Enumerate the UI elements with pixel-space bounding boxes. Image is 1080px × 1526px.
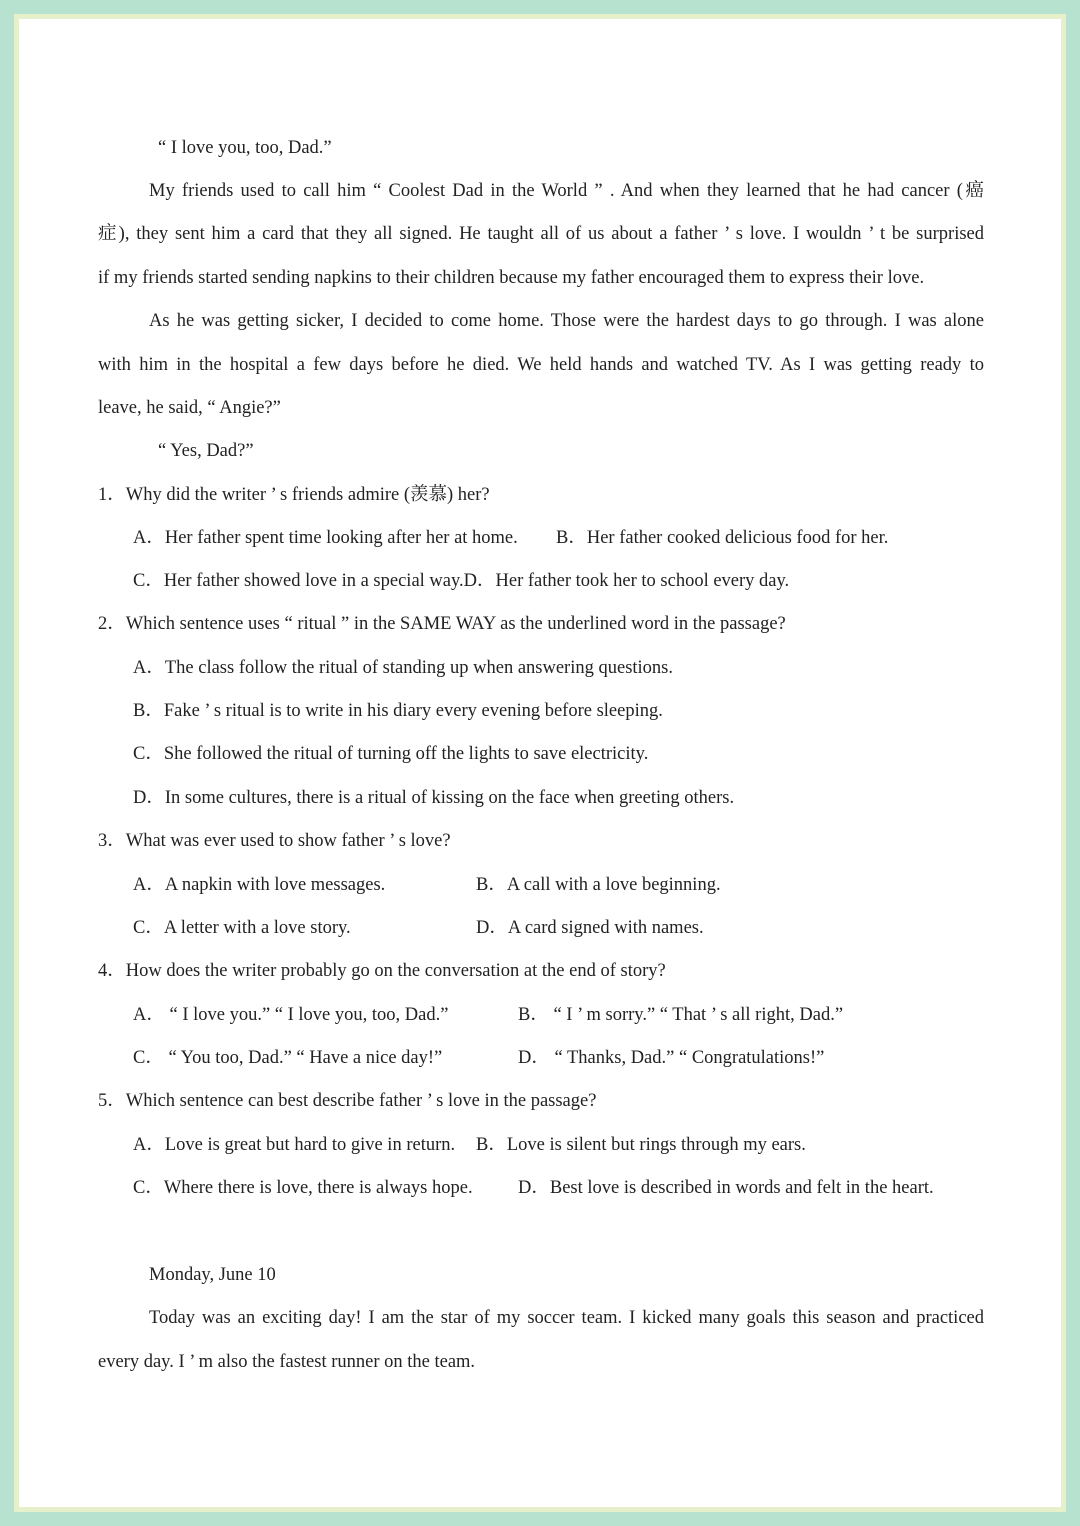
q1-option-a: A．Her father spent time looking after her at home. <box>133 528 518 548</box>
question-stem-1: 1．Why did the writer ’ s friends admire (羡慕) her? <box>98 485 490 505</box>
q4-option-b: B． “ I ’ m sorry.” “ That ’ s all right, Dad.” <box>518 1005 844 1025</box>
passage-line: with him in the hospital a few days before he died. We held hands and watched TV. As I was getting ready to <box>98 355 984 375</box>
passage-line: My friends used to call him “ Coolest Dad in the World ” . And when they learned that he had cancer (癌 <box>149 181 984 201</box>
q2-option-c: C．She followed the ritual of turning off the lights to save electricity. <box>133 744 649 764</box>
q5-option-a: A．Love is great but hard to give in return. <box>133 1135 456 1155</box>
q3-option-b: B．A call with a love beginning. <box>476 875 721 895</box>
q3-option-d: D．A card signed with names. <box>476 918 704 938</box>
question-stem-2: 2．Which sentence uses “ ritual ” in the SAME WAY as the underlined word in the passage? <box>98 614 786 634</box>
q4-option-d: D． “ Thanks, Dad.” “ Congratulations!” <box>518 1048 825 1068</box>
q4-option-a: A． “ I love you.” “ I love you, too, Dad.” <box>133 1005 449 1025</box>
question-stem-5: 5．Which sentence can best describe father ’ s love in the passage? <box>98 1091 597 1111</box>
question-stem-4: 4．How does the writer probably go on the conversation at the end of story? <box>98 961 666 981</box>
q2-option-a: A．The class follow the ritual of standing up when answering questions. <box>133 658 673 678</box>
passage-line: As he was getting sicker, I decided to come home. Those were the hardest days to go through. I was alone <box>149 311 984 331</box>
q3-option-a: A．A napkin with love messages. <box>133 875 386 895</box>
q4-option-c: C． “ You too, Dad.” “ Have a nice day!” <box>133 1048 443 1068</box>
diary-date: Monday, June 10 <box>149 1265 276 1285</box>
q1-option-b: B．Her father cooked delicious food for her. <box>556 528 889 548</box>
q1-option-c-d: C．Her father showed love in a special way.D．Her father took her to school every day. <box>133 571 790 591</box>
q2-option-b: B．Fake ’ s ritual is to write in his diary every evening before sleeping. <box>133 701 663 721</box>
question-stem-3: 3．What was ever used to show father ’ s love? <box>98 831 451 851</box>
passage-line: “ Yes, Dad?” <box>158 441 254 461</box>
q3-option-c: C．A letter with a love story. <box>133 918 351 938</box>
q5-option-b: B．Love is silent but rings through my ears. <box>476 1135 806 1155</box>
q5-option-c: C．Where there is love, there is always hope. <box>133 1178 473 1198</box>
q5-option-d: D．Best love is described in words and felt in the heart. <box>518 1178 934 1198</box>
passage-line: “ I love you, too, Dad.” <box>158 138 332 158</box>
passage-line: if my friends started sending napkins to their children because my father encouraged them to express their love. <box>98 268 925 288</box>
diary-line: every day. I ’ m also the fastest runner on the team. <box>98 1352 476 1372</box>
passage-line: leave, he said, “ Angie?” <box>98 398 281 418</box>
q2-option-d: D．In some cultures, there is a ritual of kissing on the face when greeting others. <box>133 788 735 808</box>
passage-line: 症), they sent him a card that they all signed. He taught all of us about a father ’ s love. I wouldn ’ t be surprised <box>98 224 984 244</box>
diary-line: Today was an exciting day! I am the star of my soccer team. I kicked many goals this season and practiced <box>149 1308 984 1328</box>
